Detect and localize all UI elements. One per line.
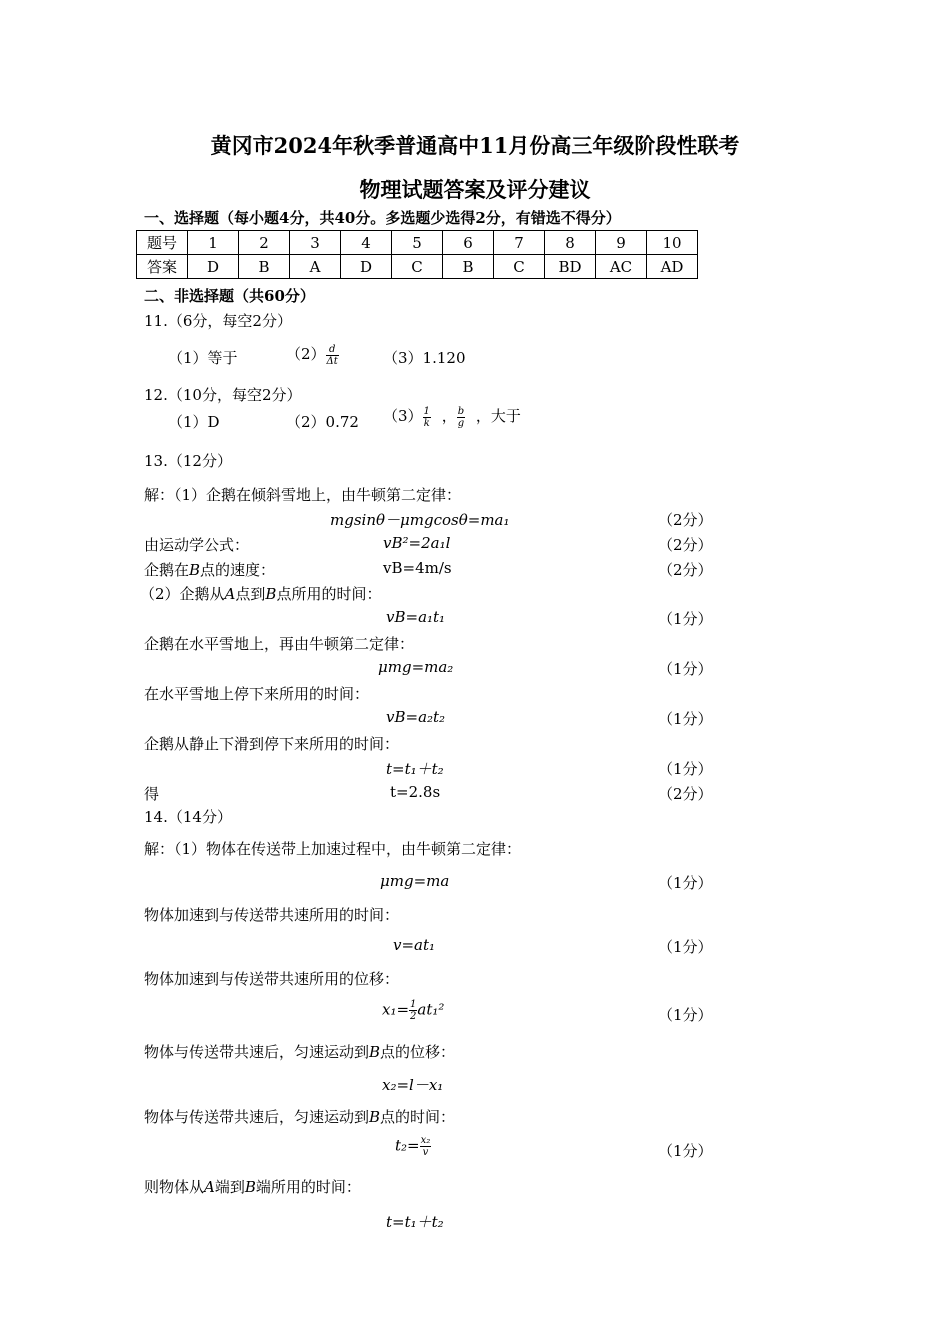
table-row-numbers	[137, 231, 698, 255]
q14-line6: 则物体从A端到B端所用的时间：	[144, 1178, 361, 1196]
table-row-label: 题号	[137, 231, 188, 255]
table-cell: 6	[443, 231, 494, 255]
table-cell: 2	[239, 231, 290, 255]
q13-line8: 得	[144, 785, 160, 803]
q13-eq2: vB²=2a₁l	[383, 534, 451, 552]
q14-line2: 物体加速到与传送带共速所用的时间：	[144, 906, 400, 924]
q14-eq1: μmg=ma	[380, 872, 450, 890]
section-choice-heading: 一、选择题（每小题4分，共40分。多选题少选得2分，有错选不得分）	[144, 209, 621, 227]
q14-line4: 物体与传送带共速后，匀速运动到B点的位移：	[144, 1043, 456, 1061]
table-cell: 3	[290, 231, 341, 255]
q14-score1: （1分）	[658, 874, 713, 892]
q13-score4: （1分）	[658, 610, 713, 628]
q11-part2-label: （2）	[286, 345, 326, 363]
q13-line4: （2）企鹅从A点到B点所用的时间：	[140, 585, 382, 603]
table-cell: A	[290, 255, 341, 279]
q13-line3: 企鹅在B点的速度：	[144, 561, 276, 579]
q13-eq7: t=t₁＋t₂	[386, 760, 444, 778]
answer-table	[136, 230, 698, 279]
document-title: 黄冈市2024年秋季普通高中11月份高三年级阶段性联考	[210, 133, 740, 158]
q13-eq1: mgsinθ－μmgcosθ=ma₁	[330, 511, 510, 529]
q11-part2	[286, 343, 339, 367]
q13-score5: （1分）	[658, 660, 713, 678]
q13-line6: 在水平雪地上停下来所用的时间：	[144, 685, 370, 703]
q14-score5: （1分）	[658, 1142, 713, 1160]
q13-eq4: vB=a₁t₁	[386, 608, 446, 626]
table-cell: 9	[596, 231, 647, 255]
table-cell: 5	[392, 231, 443, 255]
q11-part3: （3）1.120	[383, 349, 466, 367]
table-cell: 10	[647, 231, 698, 255]
document-subtitle: 物理试题答案及评分建议	[359, 177, 591, 202]
q13-line5: 企鹅在水平雪地上，再由牛顿第二定律：	[144, 635, 415, 653]
q14-line3: 物体加速到与传送带共速所用的位移：	[144, 970, 400, 988]
q13-heading: 13.（12分）	[144, 452, 232, 470]
table-cell: B	[239, 255, 290, 279]
q11-fraction: $\frac{d}{\Delta t}$	[326, 343, 338, 367]
q13-score3: （2分）	[658, 561, 713, 579]
q14-eq2: v=at₁	[393, 936, 436, 954]
q12-part3	[383, 405, 521, 429]
q13-eq8: t=2.8s	[390, 783, 441, 801]
table-cell: D	[188, 255, 239, 279]
q13-eq3: vB=4m/s	[383, 559, 452, 577]
q12-part2: （2）0.72	[286, 413, 359, 431]
q13-line7: 企鹅从静止下滑到停下来所用的时间：	[144, 735, 400, 753]
table-cell: AD	[647, 255, 698, 279]
q11-part1: （1）等于	[168, 349, 238, 367]
q13-score1: （2分）	[658, 511, 713, 529]
table-cell: B	[443, 255, 494, 279]
q14-score2: （1分）	[658, 938, 713, 956]
q13-score8: （2分）	[658, 785, 713, 803]
table-cell: C	[494, 255, 545, 279]
q13-score6: （1分）	[658, 710, 713, 728]
q12-fraction-2: $\frac{b}{g}$	[457, 405, 465, 429]
q14-eq4: x₂=l－x₁	[382, 1076, 444, 1094]
q14-score3: （1分）	[658, 1006, 713, 1024]
q14-heading: 14.（14分）	[144, 808, 232, 826]
table-cell: 1	[188, 231, 239, 255]
q12-fraction-1: $\frac{1}{k}$	[423, 405, 430, 429]
q12-tail: ，大于	[475, 407, 521, 425]
q12-part3-label: （3）	[383, 407, 423, 425]
table-cell: 7	[494, 231, 545, 255]
q13-score7: （1分）	[658, 760, 713, 778]
q12-heading: 12.（10分，每空2分）	[144, 386, 302, 404]
q14-eq3: x₁= $\frac{1}{2}$ at₁²	[382, 999, 445, 1022]
table-cell: 8	[545, 231, 596, 255]
q12-separator: ，	[441, 407, 457, 425]
q14-line1: 解：（1）物体在传送带上加速过程中，由牛顿第二定律：	[144, 840, 522, 858]
q14-eq3-fraction: $\frac{1}{2}$	[410, 999, 417, 1022]
table-row-label: 答案	[137, 255, 188, 279]
table-cell: AC	[596, 255, 647, 279]
q13-eq5: μmg=ma₂	[378, 658, 454, 676]
q12-part1: （1）D	[168, 413, 220, 431]
table-cell: C	[392, 255, 443, 279]
q14-eq5-fraction: $\frac{\text{x₂}}{v}$	[420, 1135, 431, 1158]
q14-eq5: t₂= $\frac{\text{x₂}}{v}$	[395, 1135, 431, 1158]
q11-heading: 11.（6分，每空2分）	[144, 312, 292, 330]
q13-eq6: vB=a₂t₂	[386, 708, 446, 726]
q13-line2: 由运动学公式：	[144, 536, 250, 554]
q13-score2: （2分）	[658, 536, 713, 554]
q14-line5: 物体与传送带共速后，匀速运动到B点的时间：	[144, 1108, 456, 1126]
table-cell: 4	[341, 231, 392, 255]
table-cell: BD	[545, 255, 596, 279]
table-cell: D	[341, 255, 392, 279]
section-nonchoice-heading: 二、非选择题（共60分）	[144, 287, 315, 305]
q14-eq6: t=t₁＋t₂	[386, 1213, 444, 1231]
q13-line1: 解：（1）企鹅在倾斜雪地上，由牛顿第二定律：	[144, 486, 462, 504]
table-row-answers	[137, 255, 698, 279]
